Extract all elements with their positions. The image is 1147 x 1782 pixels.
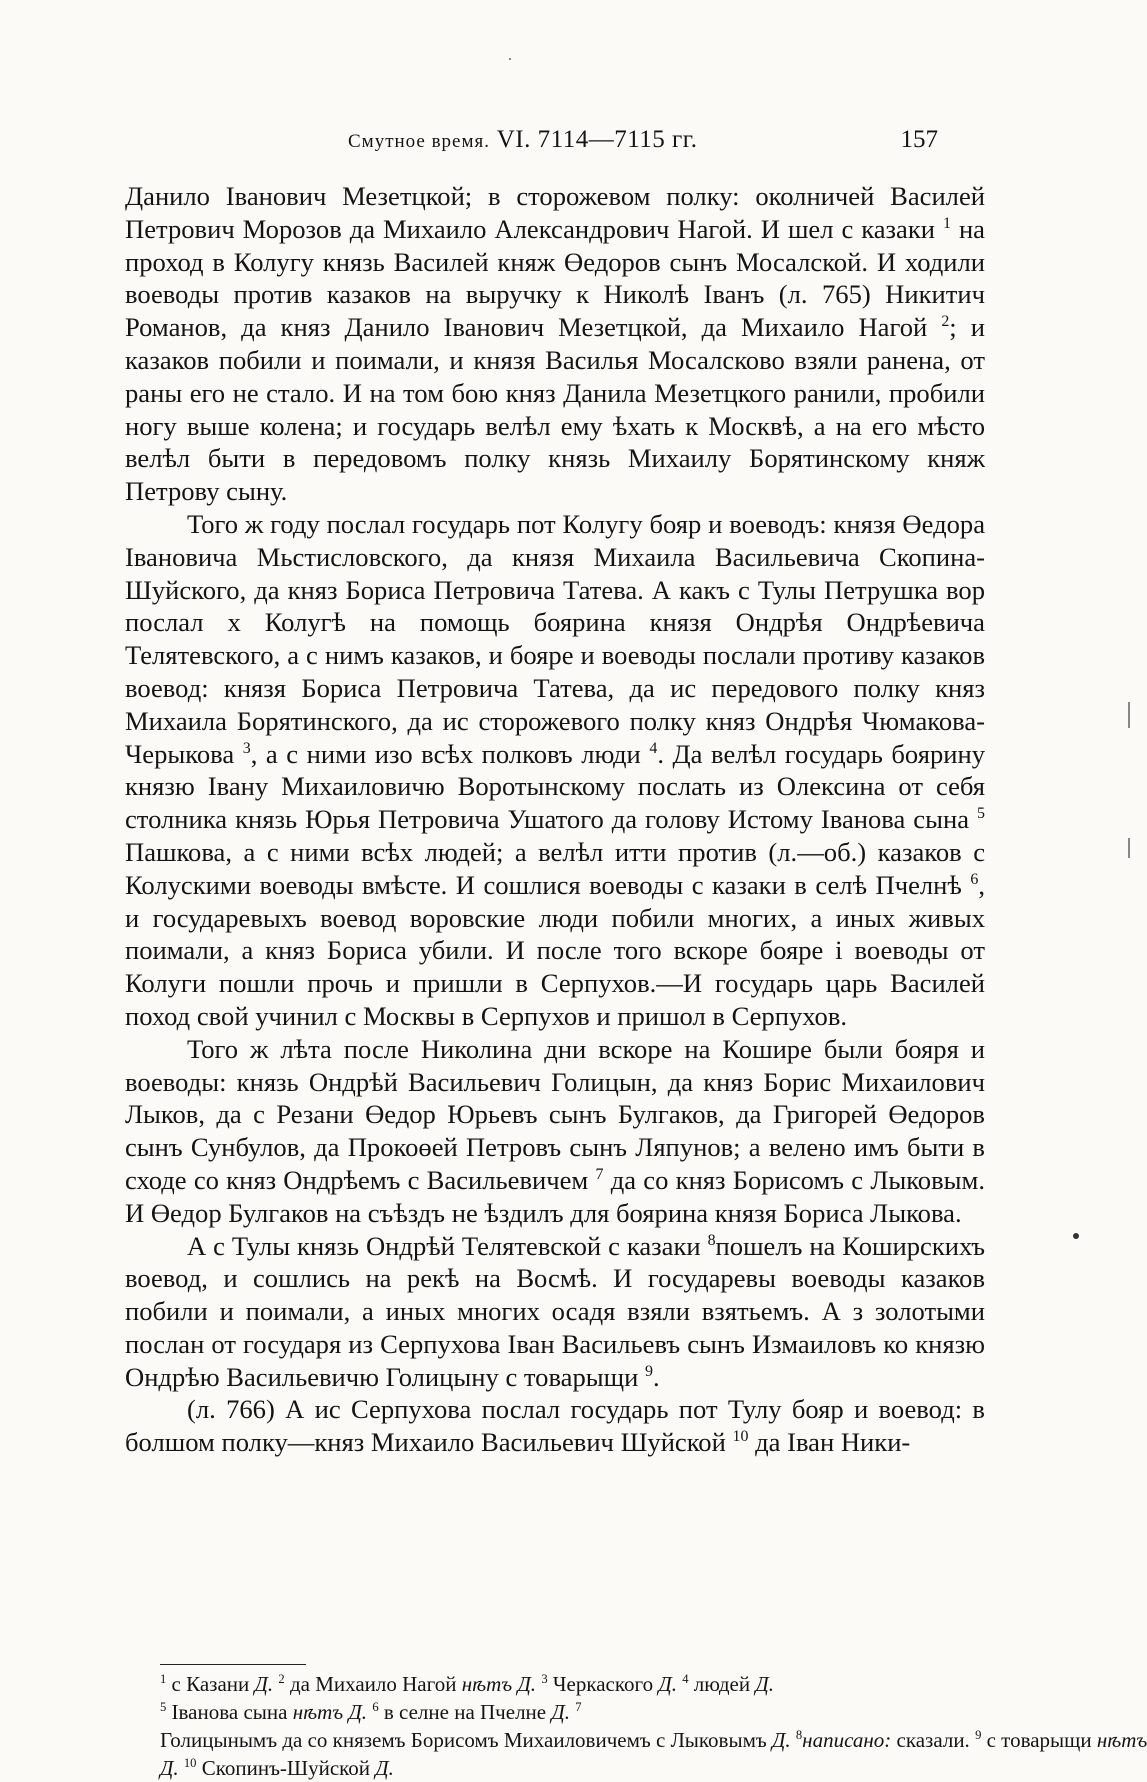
footnote-text: с Казани xyxy=(171,1672,250,1696)
paragraph xyxy=(125,1393,985,1459)
note-ref: 2 xyxy=(941,313,950,331)
footnote-text: Черкаского xyxy=(552,1672,654,1696)
running-header xyxy=(348,126,938,154)
footnote-number: 2 xyxy=(278,1672,285,1686)
text-run: да Іван Ники- xyxy=(755,1427,911,1458)
paragraph: А с Тулы князь Ондрѣй Телятевской с казаки $^8$пошелъ на Коширскихъ воевод, и сошлись на рекѣ на Восмѣ. И государевы воеводы казаков побили и поимали, а иных многих осадя взяли взятьемъ. А з золотыми послан от государя из Серпухова Іван Васильевъ сынъ Измаиловъ ко князю Ондрѣю Васильевичю Голицыну с товарыщи $^9$. xyxy=(125,1230,986,1392)
paragraph xyxy=(125,180,985,508)
footnote-siglum: Д. xyxy=(551,1700,570,1724)
note-ref: 10 xyxy=(732,1428,749,1446)
text-run: Пашкова, а с ними всѣх людей; а велѣл итти против (л.—об.) казаков с Колускими воеводы вмѣсте. И сошлися воеводы с казаки в селѣ Пчелнѣ xyxy=(125,836,985,900)
text-run: пошелъ на Коширскихъ воевод, и сошлись на рекѣ на Восмѣ. И государевы воеводы казаков побили и поимали, а иных многих осадя взяли взятьемъ. А з золотыми послан от государя из Серпухова Іван Васильевъ сынъ Измаиловъ ко князю Ондрѣю Васильевичю Голицыну с товарыщи xyxy=(125,1230,986,1392)
scan-speck xyxy=(1128,702,1130,728)
footnote-siglum: Д. xyxy=(755,1672,774,1696)
text-run: , и государевыхъ воевод воровские люди побили многих, а иных живых поимали, а княз Бориса убили. И после того вскоре бояре і воеводы от Колуги пошли прочь и пришли в Серпухов.—И государь царь Василей поход свой учинил с Москвы в Серпухов и пришол в Серпухов. xyxy=(125,869,985,1031)
note-ref: 9 xyxy=(645,1362,653,1380)
note-ref: 7 xyxy=(595,1166,604,1184)
footnote-siglum: Д. xyxy=(160,1756,179,1780)
running-title xyxy=(348,126,697,154)
note-ref: 1 xyxy=(942,214,951,232)
footnote-siglum: Д. xyxy=(375,1756,394,1780)
text-run: да со княз Борисомъ с Лыковым. И Өедор Булгаков на съѣздъ не ѣздилъ для боярина князя Бориса Лыкова. xyxy=(125,1164,985,1228)
footnote-line xyxy=(160,1726,1147,1754)
footnote-text: в селне на Пчелне xyxy=(383,1700,547,1724)
text-run: (л. 766) А ис Серпухова послал государь пот Тулу бояр и воевод: в болшом полку—княз Михаило Васильевич Шуйской xyxy=(125,1394,985,1458)
footnote-text: да Михаило Нагой xyxy=(289,1672,457,1696)
text-run: Того ж лѣта после Николина дни вскоре на Кошире были бояря и воеводы: князь Ондрѣй Васильевич Голицын, да княз Борис Михаилович Лыков, да с Резани Өедор Юрьевъ сынъ Булгаков, да Григорей Өедоров сынъ Сунбулов, да Прокоөей Петровъ сынъ Ляпунов; а велено имъ быти в сходе со княз Ондрѣемъ с Васильевичем xyxy=(125,1033,985,1195)
text-run: . Да велѣл государь боярину князю Івану Михаиловичю Воротынскому послать из Олексина от себя столника князь Юрья Петровича Ушатого да голову Истому Іванова сына xyxy=(125,738,986,835)
margin-ink-dot xyxy=(1073,1233,1079,1239)
footnote-number: 7 xyxy=(575,1700,582,1714)
text-run: , а с ними изо всѣх полковъ люди xyxy=(250,738,641,769)
footnote-siglum: Д. xyxy=(254,1672,274,1696)
footnote-number: 9 xyxy=(975,1728,982,1742)
running-title-caps: Смутное время. xyxy=(348,131,490,152)
page-number: 157 xyxy=(900,126,938,153)
note-ref: 5 xyxy=(977,805,985,823)
footnote-number: 6 xyxy=(372,1700,379,1714)
footnote-number: 1 xyxy=(160,1672,167,1686)
footnote-text: с товарыщи xyxy=(986,1728,1092,1752)
footnote-text: людей xyxy=(693,1672,751,1696)
text-run: Данило Іванович Мезетцкой; в сторожевом полку: околничей Василей Петрович Морозов да Михаило Александрович Нагой. И шел с казаки xyxy=(125,181,985,244)
footnote-number: 4 xyxy=(682,1672,689,1686)
footnote-siglum: Д. xyxy=(348,1700,368,1724)
footnote-line xyxy=(160,1754,985,1782)
footnote-note: написано: xyxy=(802,1728,892,1752)
footnote-number: 8 xyxy=(795,1728,803,1742)
footnote-number: 3 xyxy=(541,1672,548,1686)
paragraph xyxy=(125,1033,985,1230)
text-run: А с Тулы князь Ондрѣй Телятевской с казаки xyxy=(187,1230,701,1261)
text-run: Того ж году послал государь пот Колугу бояр и воеводъ: князя Өедора Івановича Мьстисловского, да князя Михаила Васильевича Скопина-Шуйского, да княз Бориса Петровича Татева. А какъ с Тулы Петрушка вор послал х Колугѣ на помощь боярина князя Ондрѣя Ондрѣевича Телятевского, а с нимъ казаков, и бояре и воеводы послали противу казаков воевод: князя Бориса Петровича Татева, да ис передового полку княз Михаила Борятинского, да ис сторожевого полку княз Ондрѣя Чюмакова-Черыкова xyxy=(125,508,985,769)
text-run: ; и казаков побили и поимали, и князя Василья Мосалсково взяли ранена, от раны его не стало. И на том бою княз Данила Мезетцкого ранили, пробили ногу выше колена; и государь велѣл ему ѣхать к Москвѣ, а на его мѣсто велѣл быти в передовомъ полку князь Михаилу Борятинскому княж Петрову сыну. xyxy=(125,312,985,507)
note-ref: 6 xyxy=(970,870,979,888)
footnote-siglum: Д. xyxy=(658,1672,677,1696)
note-ref: 4 xyxy=(649,739,658,757)
scan-speck xyxy=(509,58,511,60)
footnote-divider xyxy=(160,1664,306,1665)
running-title-rest: VI. 7114—7115 гг. xyxy=(496,126,698,153)
paragraph xyxy=(125,508,985,1033)
footnote-text: Скопинъ-Шуйской xyxy=(201,1756,371,1780)
note-ref: 3 xyxy=(242,739,251,757)
footnote-text: Голицынымъ да со княземъ Борисомъ Михаиловичемъ с Лыковымъ xyxy=(160,1728,767,1752)
footnote-text: Іванова сына xyxy=(171,1700,288,1724)
scan-speck xyxy=(1128,838,1130,858)
footnote-note: нѣтъ xyxy=(1096,1728,1147,1752)
footnote-siglum: Д. xyxy=(517,1672,537,1696)
footnote-number: 10 xyxy=(183,1756,197,1770)
footnote-note: нѣтъ xyxy=(461,1672,513,1696)
main-text xyxy=(125,180,985,1459)
footnotes xyxy=(160,1670,1147,1782)
footnote-siglum: Д. xyxy=(771,1728,791,1752)
footnote-note: нѣтъ xyxy=(292,1700,344,1724)
footnote-text: сказали. xyxy=(896,1728,970,1752)
footnote-number: 5 xyxy=(160,1700,167,1714)
footnote-line xyxy=(160,1670,985,1698)
note-ref: 8 xyxy=(707,1231,716,1249)
footnote-line xyxy=(160,1698,985,1726)
text-run: на проход в Колугу князь Василей княж Өедоров сынъ Мосалской. И ходили воеводы против казаков на выручку к Николѣ Іванъ (л. 765) Никитич Романов, да княз Данило Іванович Мезетцкой, да Михаило Нагой xyxy=(125,213,985,343)
